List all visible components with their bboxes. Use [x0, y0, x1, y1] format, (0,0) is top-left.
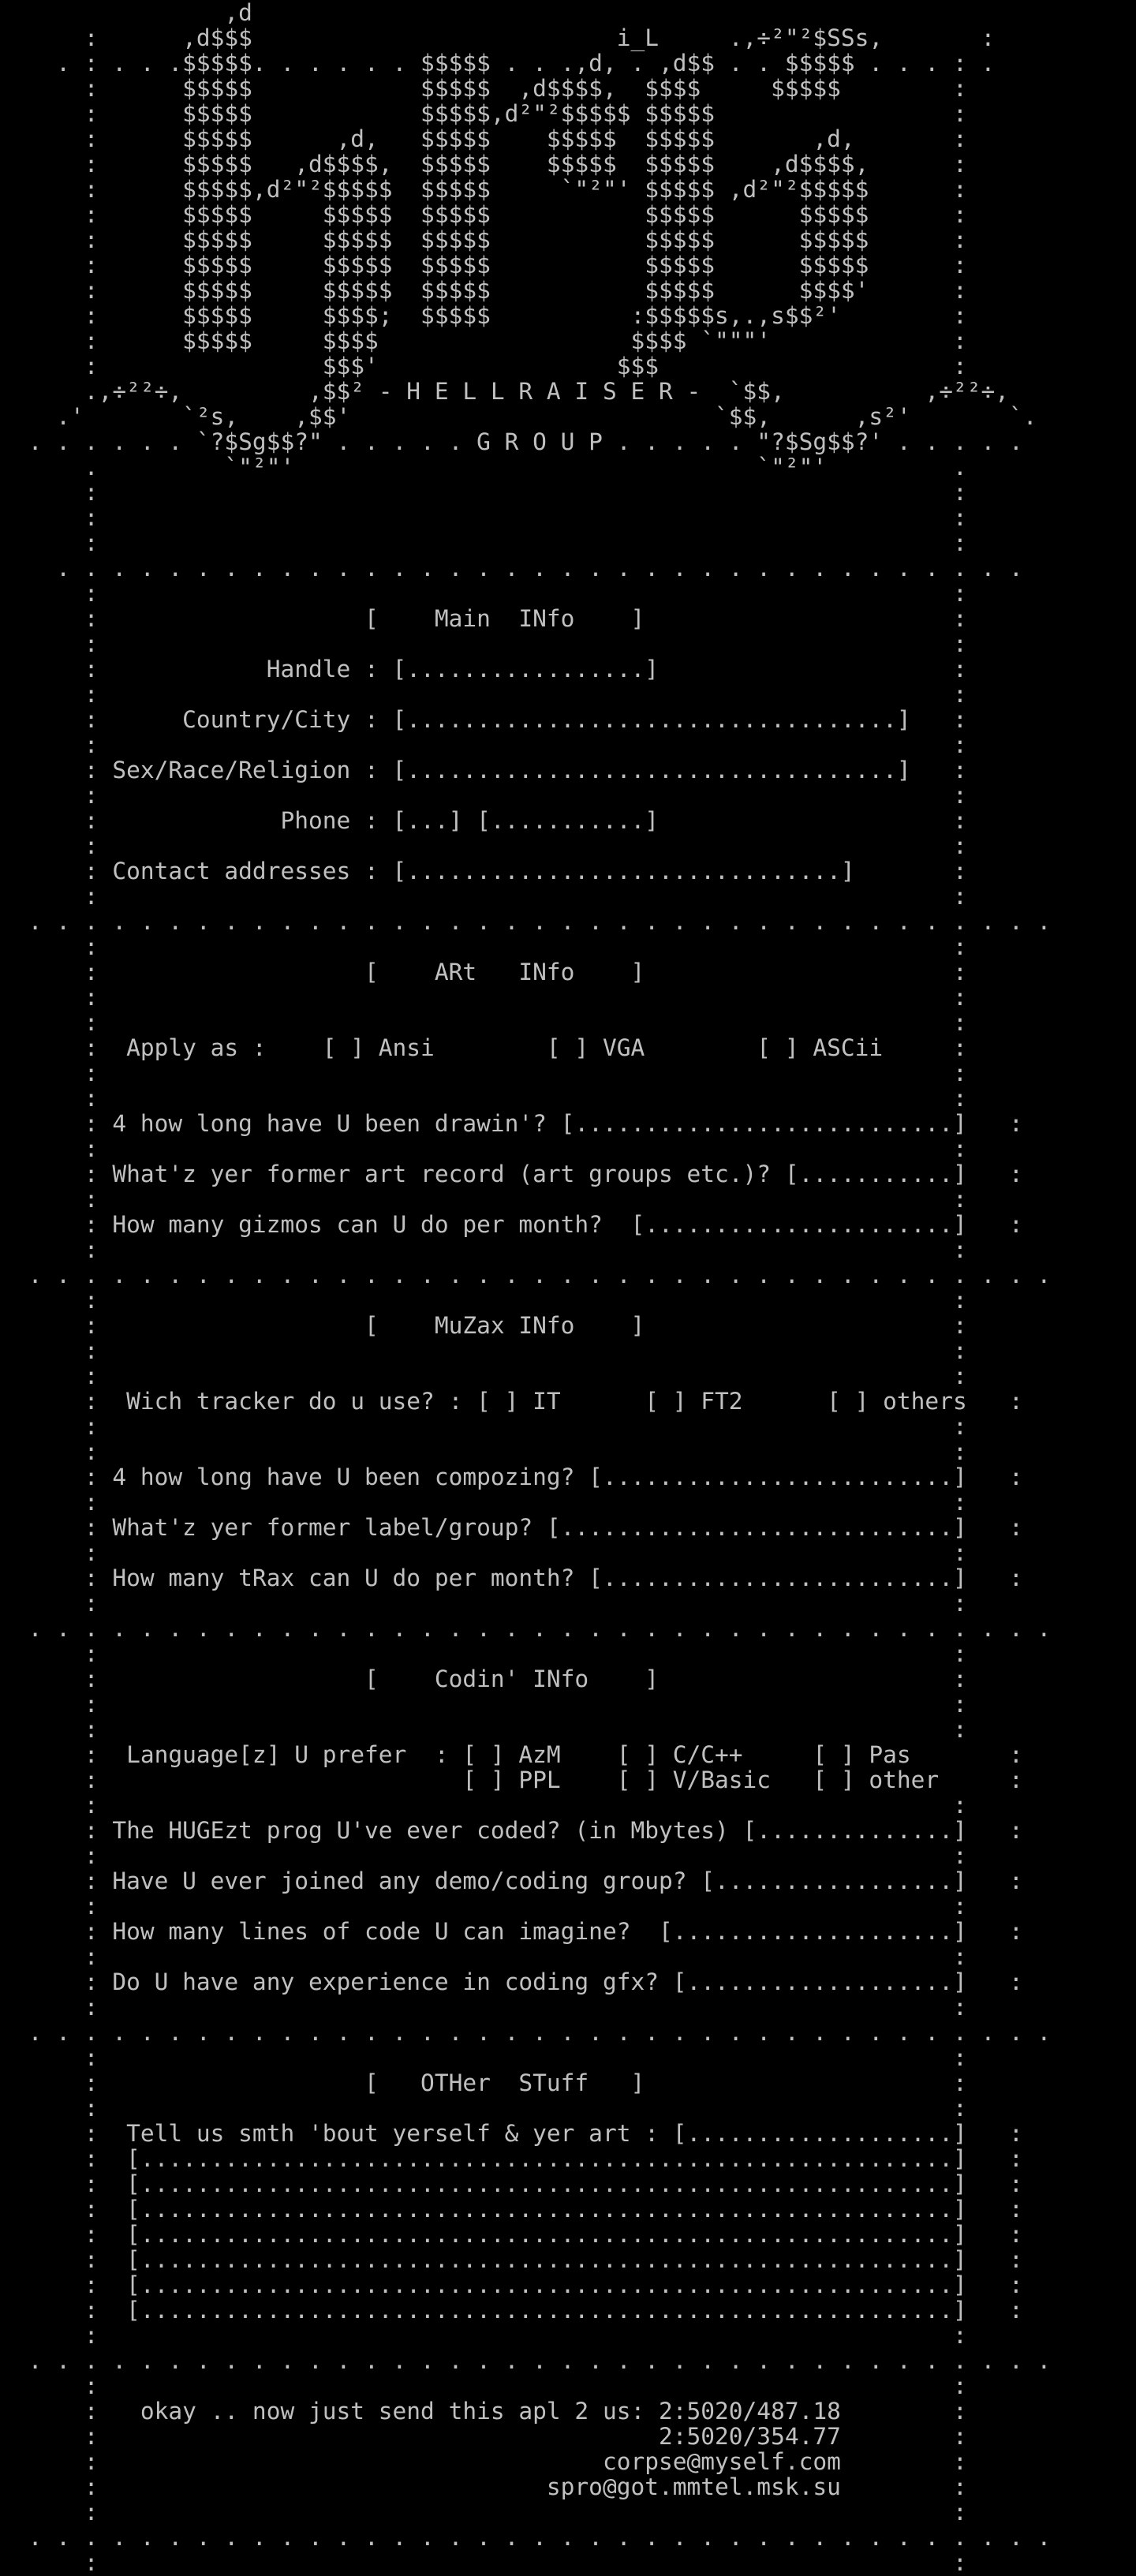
logo-line: : : [14, 529, 967, 556]
frame-line: : : [14, 1236, 967, 1263]
section-heading: : [ ARt INfo ] : [14, 959, 967, 985]
logo-line: : $$$$$ $$$$$ $$$$$ $$$$$ $$$$' : [14, 277, 967, 304]
logo-line: : $$$$$ $$$$$ $$$$$ $$$$$ $$$$$ : [14, 226, 967, 253]
form-field-line: : How many tRax can U do per month? [.........................] : [14, 1565, 1023, 1591]
logo-line: ,d [14, 0, 252, 26]
logo-line: : : [14, 479, 967, 506]
frame-line: : : [14, 2095, 967, 2122]
frame-line: : : [14, 883, 967, 910]
checkbox-option-line: : Apply as : [ ] Ansi [ ] VGA [ ] ASCii : [14, 1034, 967, 1061]
text-line: : okay .. now just send this apl 2 us: 2:5020/487.18 : [14, 2398, 967, 2425]
logo-line: . : . . .$$$$$. . . . . . $$$$$ . . .,d, . ,d$$ . . $$$$$ . . . : . [14, 50, 996, 77]
checkbox-option-line: : Language[z] U prefer : [ ] AzM [ ] C/C++ [ ] Pas : [14, 1741, 1023, 1768]
form-field-line: : [..........................................................] : [14, 2271, 1023, 2298]
form-field-line: : Handle : [.................] : [14, 656, 967, 682]
logo-line: : $$$$$ ,d, $$$$$ $$$$$ $$$$$ ,d, : [14, 125, 967, 152]
section-heading: : [ Codin' INfo ] : [14, 1666, 967, 1692]
logo-line: : $$$$$ ,d$$$$, $$$$$ $$$$$ $$$$$ ,d$$$$, : [14, 151, 967, 178]
frame-line: : : [14, 1060, 967, 1086]
logo-line: : $$$$$ $$$$$ $$$$$ $$$$$ $$$$$ : [14, 252, 967, 279]
frame-line: : : [14, 2499, 967, 2526]
frame-line: : : [14, 1994, 967, 2021]
form-field-line: : [..........................................................] : [14, 2221, 1023, 2248]
section-heading: : [ OTHer STuff ] : [14, 2069, 967, 2096]
frame-line: : : [14, 1716, 967, 1743]
logo-line: . . . . . . `?$Sg$$?" . . . . . G R O U P . . . . . "?$Sg$$?' . . . . . [14, 428, 1023, 455]
form-field-line: : [..........................................................] : [14, 2196, 1023, 2223]
form-field-line: : Phone : [...] [...........] : [14, 807, 967, 834]
frame-line: : : [14, 2044, 967, 2071]
form-field-line: : The HUGEzt prog U've ever coded? (in Mbytes) [..............] : [14, 1817, 1023, 1844]
form-field-line: : 4 how long have U been drawin'? [...........................] : [14, 1110, 1023, 1137]
form-field-line: : [..........................................................] : [14, 2145, 1023, 2172]
logo-line: : $$$$$ $$$$$ $$$$$ $$$$$ $$$$$ : [14, 201, 967, 228]
frame-line: : : [14, 1186, 967, 1213]
frame-line: : : [14, 1363, 967, 1389]
section-heading: : [ Main INfo ] : [14, 605, 967, 632]
form-field-line: : Have U ever joined any demo/coding group? [.................] : [14, 1868, 1023, 1894]
form-field-line: : What'z yer former art record (art groups etc.)? [...........] : [14, 1161, 1023, 1187]
section-divider: . . . . . . . . . . . . . . . . . . . . . . . . . . . . . . . . . . . . . [14, 1615, 1052, 1642]
form-field-line: : [..........................................................] : [14, 2246, 1023, 2273]
frame-line: : : [14, 1590, 967, 1617]
form-field-line: : Country/City : [...................................] : [14, 706, 967, 733]
form-field-line: : Contact addresses : [...............................] : [14, 858, 967, 884]
logo-line: : : [14, 504, 967, 531]
form-field-line: : What'z yer former label/group? [............................] : [14, 1514, 1023, 1541]
frame-line: : : [14, 681, 967, 708]
frame-line: : : [14, 1943, 967, 1970]
frame-line: : : [14, 580, 967, 607]
section-divider: . . . . . . . . . . . . . . . . . . . . . . . . . . . . . . . . . . . . . [14, 2347, 1052, 2374]
frame-line: : : [14, 2549, 967, 2576]
checkbox-option-line: : [ ] PPL [ ] V/Basic [ ] other : [14, 1767, 1023, 1793]
logo-line: : $$$$$ $$$$$ ,d$$$$, $$$$ $$$$$ : [14, 75, 967, 102]
text-line: : 2:5020/354.77 : [14, 2423, 967, 2450]
frame-line: : : [14, 1893, 967, 1920]
frame-line: : : [14, 984, 967, 1011]
terminal-screen [14, 0, 1122, 2576]
section-divider: . . . . . . . . . . . . . . . . . . . . . . . . . . . . . . . . . . . . . [14, 908, 1052, 935]
logo-line: : ,d$$$ i_L .,÷²"²$SSs, : [14, 24, 996, 51]
form-field-line: : Tell us smth 'bout yerself & yer art : [...................] : [14, 2120, 1023, 2147]
section-divider: . . . . . . . . . . . . . . . . . . . . . . . . . . . . . . . . . . . . . [14, 2524, 1052, 2551]
form-field-line: : 4 how long have U been compozing? [.........................] : [14, 1464, 1023, 1490]
form-field-line: : How many gizmos can U do per month? [......................] : [14, 1211, 1023, 1238]
section-heading: : [ MuZax INfo ] : [14, 1312, 967, 1339]
frame-line: : : [14, 1792, 967, 1819]
logo-line: .,÷²²÷, ,$$² - H E L L R A I S E R - `$$, ,÷²²÷, [14, 378, 1009, 405]
logo-line: . `"²"' `"²"' . [14, 454, 967, 480]
frame-line: : : [14, 1135, 967, 1162]
form-field-line: : Do U have any experience in coding gfx? [...................] : [14, 1968, 1023, 1995]
frame-line: : : [14, 1691, 967, 1718]
frame-line: : : [14, 1438, 967, 1465]
frame-line: : : [14, 832, 967, 859]
form-field-line: : How many lines of code U can imagine? [....................] : [14, 1918, 1023, 1945]
frame-line: : : [14, 1539, 967, 1566]
section-divider: . . . . . . . . . . . . . . . . . . . . . . . . . . . . . . . . . . . [14, 555, 1023, 581]
frame-line: : : [14, 1842, 967, 1869]
frame-line: : : [14, 1287, 967, 1314]
form-field-line: : [..........................................................] : [14, 2297, 1023, 2324]
frame-line: : : [14, 630, 967, 657]
logo-line: .' `²s, ,$$' `$$, ,s²' `. [14, 403, 1037, 430]
logo-line: : $$$' $$$ : [14, 353, 967, 379]
checkbox-option-line: : Wich tracker do u use? : [ ] IT [ ] FT2 [ ] others : [14, 1388, 1023, 1415]
frame-line: : : [14, 2322, 967, 2349]
frame-line: : : [14, 1413, 967, 1440]
logo-line: : $$$$$ $$$$ $$$$ `"""' : [14, 327, 967, 354]
frame-line: : : [14, 2372, 967, 2399]
frame-line: : : [14, 1337, 967, 1364]
frame-line: : : [14, 1085, 967, 1112]
form-field-line: : Sex/Race/Religion : [...................................] : [14, 757, 967, 783]
frame-line: : : [14, 1009, 967, 1036]
logo-line: : $$$$$ $$$$$,d²"²$$$$$ $$$$$ : [14, 100, 967, 127]
frame-line: : : [14, 1640, 967, 1667]
section-divider: . . . . . . . . . . . . . . . . . . . . . . . . . . . . . . . . . . . . . [14, 2019, 1052, 2046]
frame-line: : : [14, 731, 967, 758]
form-field-line: : [..........................................................] : [14, 2170, 1023, 2197]
text-line: : corpse@myself.com : [14, 2448, 967, 2475]
section-divider: . . . . . . . . . . . . . . . . . . . . . . . . . . . . . . . . . . . . . [14, 1262, 1052, 1288]
text-line: : spro@got.mmtel.msk.su : [14, 2473, 967, 2500]
frame-line: : : [14, 1489, 967, 1516]
frame-line: : : [14, 933, 967, 960]
logo-line: : $$$$$ $$$$; $$$$$ :$$$$$s,.,s$$²' : [14, 302, 967, 329]
logo-line: : $$$$$,d²"²$$$$$ $$$$$ `"²"' $$$$$ ,d²"²$$$$$ : [14, 176, 967, 203]
frame-line: : : [14, 782, 967, 809]
